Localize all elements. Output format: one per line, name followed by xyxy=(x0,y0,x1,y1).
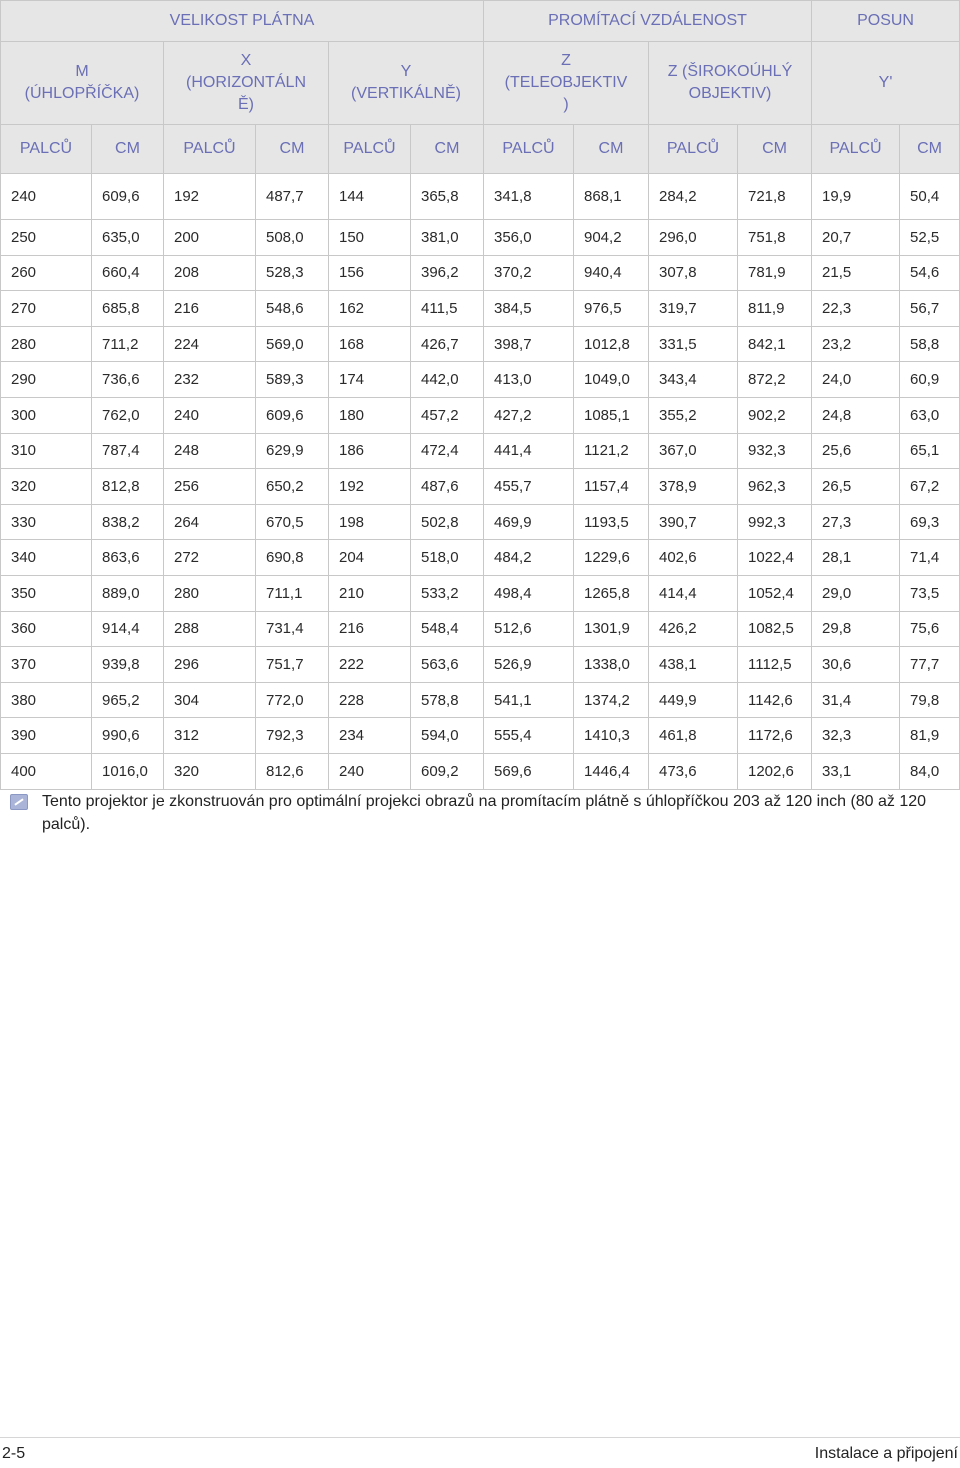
table-cell: 320 xyxy=(1,469,92,505)
table-cell: 192 xyxy=(329,469,411,505)
table-cell: 1338,0 xyxy=(574,647,649,683)
table-cell: 296,0 xyxy=(649,220,738,256)
table-row xyxy=(1,753,960,789)
table-cell: 234 xyxy=(329,718,411,754)
table-cell: 1082,5 xyxy=(738,611,812,647)
table-cell: 455,7 xyxy=(484,469,574,505)
table-cell: 868,1 xyxy=(574,174,649,220)
table-cell: 1085,1 xyxy=(574,397,649,433)
table-cell: 1022,4 xyxy=(738,540,812,576)
table-cell: 370 xyxy=(1,647,92,683)
table-cell: 589,3 xyxy=(256,362,329,398)
table-cell: 192 xyxy=(164,174,256,220)
table-cell: 1446,4 xyxy=(574,753,649,789)
unit-header: PALCŮ xyxy=(812,125,900,174)
unit-header: PALCŮ xyxy=(1,125,92,174)
table-cell: 472,4 xyxy=(411,433,484,469)
table-cell: 512,6 xyxy=(484,611,574,647)
table-cell: 548,4 xyxy=(411,611,484,647)
table-cell: 533,2 xyxy=(411,575,484,611)
table-cell: 650,2 xyxy=(256,469,329,505)
group-header-screen-size: VELIKOST PLÁTNA xyxy=(1,1,484,42)
table-cell: 228 xyxy=(329,682,411,718)
table-cell: 198 xyxy=(329,504,411,540)
table-cell: 518,0 xyxy=(411,540,484,576)
table-cell: 174 xyxy=(329,362,411,398)
table-cell: 1410,3 xyxy=(574,718,649,754)
table-cell: 240 xyxy=(329,753,411,789)
table-cell: 300 xyxy=(1,397,92,433)
table-cell: 216 xyxy=(329,611,411,647)
table-cell: 563,6 xyxy=(411,647,484,683)
table-header xyxy=(1,1,960,174)
table-cell: 284,2 xyxy=(649,174,738,220)
table-cell: 457,2 xyxy=(411,397,484,433)
table-cell: 270 xyxy=(1,291,92,327)
group-header-projection-distance: PROMÍTACÍ VZDÁLENOST xyxy=(484,1,812,42)
group-header-row xyxy=(1,1,960,42)
table-cell: 319,7 xyxy=(649,291,738,327)
table-cell: 548,6 xyxy=(256,291,329,327)
table-cell: 772,0 xyxy=(256,682,329,718)
table-cell: 204 xyxy=(329,540,411,576)
unit-header: CM xyxy=(738,125,812,174)
table-cell: 904,2 xyxy=(574,220,649,256)
table-cell: 609,2 xyxy=(411,753,484,789)
table-cell: 240 xyxy=(164,397,256,433)
table-cell: 541,1 xyxy=(484,682,574,718)
table-cell: 965,2 xyxy=(92,682,164,718)
table-cell: 526,9 xyxy=(484,647,574,683)
table-cell: 25,6 xyxy=(812,433,900,469)
table-cell: 528,3 xyxy=(256,255,329,291)
table-cell: 932,3 xyxy=(738,433,812,469)
table-cell: 210 xyxy=(329,575,411,611)
table-cell: 414,4 xyxy=(649,575,738,611)
table-cell: 939,8 xyxy=(92,647,164,683)
table-cell: 1301,9 xyxy=(574,611,649,647)
table-cell: 413,0 xyxy=(484,362,574,398)
unit-header: PALCŮ xyxy=(484,125,574,174)
table-cell: 441,4 xyxy=(484,433,574,469)
table-cell: 240 xyxy=(1,174,92,220)
table-cell: 811,9 xyxy=(738,291,812,327)
table-cell: 378,9 xyxy=(649,469,738,505)
table-cell: 222 xyxy=(329,647,411,683)
unit-header: PALCŮ xyxy=(329,125,411,174)
table-cell: 872,2 xyxy=(738,362,812,398)
table-cell: 751,8 xyxy=(738,220,812,256)
table-cell: 77,7 xyxy=(900,647,960,683)
table-cell: 24,0 xyxy=(812,362,900,398)
table-cell: 186 xyxy=(329,433,411,469)
table-cell: 50,4 xyxy=(900,174,960,220)
table-row xyxy=(1,433,960,469)
unit-header: PALCŮ xyxy=(649,125,738,174)
table-cell: 400 xyxy=(1,753,92,789)
table-cell: 838,2 xyxy=(92,504,164,540)
table-cell: 320 xyxy=(164,753,256,789)
table-cell: 54,6 xyxy=(900,255,960,291)
table-cell: 380 xyxy=(1,682,92,718)
table-cell: 781,9 xyxy=(738,255,812,291)
table-cell: 487,6 xyxy=(411,469,484,505)
table-cell: 27,3 xyxy=(812,504,900,540)
table-cell: 792,3 xyxy=(256,718,329,754)
table-cell: 384,5 xyxy=(484,291,574,327)
table-cell: 685,8 xyxy=(92,291,164,327)
table-cell: 79,8 xyxy=(900,682,960,718)
unit-header: CM xyxy=(256,125,329,174)
table-cell: 390,7 xyxy=(649,504,738,540)
table-cell: 23,2 xyxy=(812,326,900,362)
unit-header: PALCŮ xyxy=(164,125,256,174)
table-cell: 24,8 xyxy=(812,397,900,433)
table-cell: 1193,5 xyxy=(574,504,649,540)
table-cell: 67,2 xyxy=(900,469,960,505)
table-cell: 288 xyxy=(164,611,256,647)
column-header-offset-y: Y' xyxy=(812,42,960,125)
table-cell: 224 xyxy=(164,326,256,362)
note-pencil-icon xyxy=(10,794,28,810)
table-cell: 670,5 xyxy=(256,504,329,540)
table-cell: 402,6 xyxy=(649,540,738,576)
table-cell: 69,3 xyxy=(900,504,960,540)
table-cell: 248 xyxy=(164,433,256,469)
table-cell: 484,2 xyxy=(484,540,574,576)
table-cell: 365,8 xyxy=(411,174,484,220)
table-cell: 19,9 xyxy=(812,174,900,220)
table-cell: 370,2 xyxy=(484,255,574,291)
table-cell: 65,1 xyxy=(900,433,960,469)
table-cell: 22,3 xyxy=(812,291,900,327)
note-text: Tento projektor je zkonstruován pro optimální projekci obrazů na promítacím plátně s úhlopříčkou 203 až 120 inch (80 až 120 palců). xyxy=(42,793,927,833)
table-cell: 863,6 xyxy=(92,540,164,576)
table-cell: 350 xyxy=(1,575,92,611)
table-row xyxy=(1,575,960,611)
table-cell: 264 xyxy=(164,504,256,540)
page-number: 2-5 xyxy=(2,1445,26,1462)
table-cell: 635,0 xyxy=(92,220,164,256)
table-row xyxy=(1,718,960,754)
footer-divider xyxy=(0,1437,960,1438)
table-row xyxy=(1,682,960,718)
column-header-wide: Z (ŠIROKOÚHLÝ OBJEKTIV) xyxy=(649,42,812,125)
table-cell: 28,1 xyxy=(812,540,900,576)
table-cell: 312 xyxy=(164,718,256,754)
table-cell: 360 xyxy=(1,611,92,647)
table-cell: 355,2 xyxy=(649,397,738,433)
unit-header-row xyxy=(1,125,960,174)
table-cell: 498,4 xyxy=(484,575,574,611)
table-cell: 63,0 xyxy=(900,397,960,433)
table-cell: 84,0 xyxy=(900,753,960,789)
table-cell: 310 xyxy=(1,433,92,469)
table-cell: 280 xyxy=(164,575,256,611)
table-cell: 396,2 xyxy=(411,255,484,291)
table-cell: 555,4 xyxy=(484,718,574,754)
table-cell: 180 xyxy=(329,397,411,433)
table-cell: 1172,6 xyxy=(738,718,812,754)
table-cell: 1374,2 xyxy=(574,682,649,718)
table-cell: 751,7 xyxy=(256,647,329,683)
table-cell: 842,1 xyxy=(738,326,812,362)
unit-header: CM xyxy=(411,125,484,174)
table-cell: 690,8 xyxy=(256,540,329,576)
group-header-offset: POSUN xyxy=(812,1,960,42)
table-cell: 75,6 xyxy=(900,611,960,647)
table-cell: 331,5 xyxy=(649,326,738,362)
table-row xyxy=(1,291,960,327)
table-cell: 208 xyxy=(164,255,256,291)
table-body xyxy=(1,174,960,790)
table-cell: 426,7 xyxy=(411,326,484,362)
table-cell: 307,8 xyxy=(649,255,738,291)
table-cell: 594,0 xyxy=(411,718,484,754)
table-cell: 32,3 xyxy=(812,718,900,754)
table-cell: 390 xyxy=(1,718,92,754)
table-cell: 1012,8 xyxy=(574,326,649,362)
table-cell: 150 xyxy=(329,220,411,256)
table-cell: 367,0 xyxy=(649,433,738,469)
table-row xyxy=(1,647,960,683)
table-cell: 398,7 xyxy=(484,326,574,362)
table-cell: 629,9 xyxy=(256,433,329,469)
table-cell: 461,8 xyxy=(649,718,738,754)
table-row xyxy=(1,469,960,505)
table-cell: 711,2 xyxy=(92,326,164,362)
table-cell: 30,6 xyxy=(812,647,900,683)
table-cell: 20,7 xyxy=(812,220,900,256)
table-row xyxy=(1,255,960,291)
table-cell: 426,2 xyxy=(649,611,738,647)
table-cell: 731,4 xyxy=(256,611,329,647)
table-cell: 473,6 xyxy=(649,753,738,789)
column-header-tele: Z (TELEOBJEKTIV ) xyxy=(484,42,649,125)
table-cell: 962,3 xyxy=(738,469,812,505)
table-cell: 762,0 xyxy=(92,397,164,433)
table-cell: 469,9 xyxy=(484,504,574,540)
table-cell: 1142,6 xyxy=(738,682,812,718)
table-cell: 31,4 xyxy=(812,682,900,718)
table-cell: 256 xyxy=(164,469,256,505)
table-cell: 442,0 xyxy=(411,362,484,398)
table-cell: 71,4 xyxy=(900,540,960,576)
table-cell: 569,6 xyxy=(484,753,574,789)
table-cell: 21,5 xyxy=(812,255,900,291)
table-cell: 216 xyxy=(164,291,256,327)
table-row xyxy=(1,174,960,220)
table-cell: 812,8 xyxy=(92,469,164,505)
table-cell: 1265,8 xyxy=(574,575,649,611)
table-row xyxy=(1,220,960,256)
column-header-row xyxy=(1,42,960,125)
table-cell: 156 xyxy=(329,255,411,291)
unit-header: CM xyxy=(92,125,164,174)
table-cell: 609,6 xyxy=(92,174,164,220)
table-cell: 33,1 xyxy=(812,753,900,789)
table-cell: 290 xyxy=(1,362,92,398)
table-cell: 787,4 xyxy=(92,433,164,469)
table-cell: 736,6 xyxy=(92,362,164,398)
table-cell: 990,6 xyxy=(92,718,164,754)
table-cell: 381,0 xyxy=(411,220,484,256)
table-row xyxy=(1,611,960,647)
table-cell: 280 xyxy=(1,326,92,362)
table-cell: 889,0 xyxy=(92,575,164,611)
table-cell: 976,5 xyxy=(574,291,649,327)
table-row xyxy=(1,326,960,362)
table-cell: 1049,0 xyxy=(574,362,649,398)
table-cell: 58,8 xyxy=(900,326,960,362)
table-cell: 438,1 xyxy=(649,647,738,683)
table-cell: 250 xyxy=(1,220,92,256)
table-row xyxy=(1,504,960,540)
table-cell: 296 xyxy=(164,647,256,683)
table-row xyxy=(1,397,960,433)
table-cell: 340 xyxy=(1,540,92,576)
table-cell: 200 xyxy=(164,220,256,256)
table-cell: 162 xyxy=(329,291,411,327)
table-cell: 411,5 xyxy=(411,291,484,327)
table-row xyxy=(1,540,960,576)
table-cell: 343,4 xyxy=(649,362,738,398)
table-cell: 992,3 xyxy=(738,504,812,540)
table-cell: 341,8 xyxy=(484,174,574,220)
table-cell: 449,9 xyxy=(649,682,738,718)
table-cell: 812,6 xyxy=(256,753,329,789)
table-cell: 26,5 xyxy=(812,469,900,505)
table-row xyxy=(1,362,960,398)
table-cell: 73,5 xyxy=(900,575,960,611)
column-header-diagonal: M (ÚHLOPŘÍČKA) xyxy=(1,42,164,125)
table-cell: 940,4 xyxy=(574,255,649,291)
table-cell: 502,8 xyxy=(411,504,484,540)
table-cell: 1016,0 xyxy=(92,753,164,789)
table-cell: 902,2 xyxy=(738,397,812,433)
table-cell: 29,8 xyxy=(812,611,900,647)
table-cell: 168 xyxy=(329,326,411,362)
table-cell: 609,6 xyxy=(256,397,329,433)
table-cell: 1157,4 xyxy=(574,469,649,505)
table-cell: 81,9 xyxy=(900,718,960,754)
table-cell: 29,0 xyxy=(812,575,900,611)
table-cell: 1202,6 xyxy=(738,753,812,789)
table-cell: 356,0 xyxy=(484,220,574,256)
table-cell: 330 xyxy=(1,504,92,540)
column-header-horizontal: X (HORIZONTÁLN Ě) xyxy=(164,42,329,125)
table-cell: 508,0 xyxy=(256,220,329,256)
table-cell: 304 xyxy=(164,682,256,718)
table-cell: 569,0 xyxy=(256,326,329,362)
unit-header: CM xyxy=(900,125,960,174)
table-cell: 660,4 xyxy=(92,255,164,291)
column-header-vertical: Y (VERTIKÁLNĚ) xyxy=(329,42,484,125)
table-cell: 487,7 xyxy=(256,174,329,220)
table-cell: 1052,4 xyxy=(738,575,812,611)
table-cell: 1229,6 xyxy=(574,540,649,576)
table-cell: 711,1 xyxy=(256,575,329,611)
table-cell: 1112,5 xyxy=(738,647,812,683)
section-title: Instalace a připojení xyxy=(814,1445,958,1462)
table-cell: 260 xyxy=(1,255,92,291)
table-cell: 272 xyxy=(164,540,256,576)
table-cell: 52,5 xyxy=(900,220,960,256)
table-cell: 56,7 xyxy=(900,291,960,327)
table-cell: 578,8 xyxy=(411,682,484,718)
table-cell: 144 xyxy=(329,174,411,220)
table-cell: 1121,2 xyxy=(574,433,649,469)
table-cell: 427,2 xyxy=(484,397,574,433)
unit-header: CM xyxy=(574,125,649,174)
table-cell: 60,9 xyxy=(900,362,960,398)
table-cell: 721,8 xyxy=(738,174,812,220)
table-cell: 914,4 xyxy=(92,611,164,647)
table-cell: 232 xyxy=(164,362,256,398)
